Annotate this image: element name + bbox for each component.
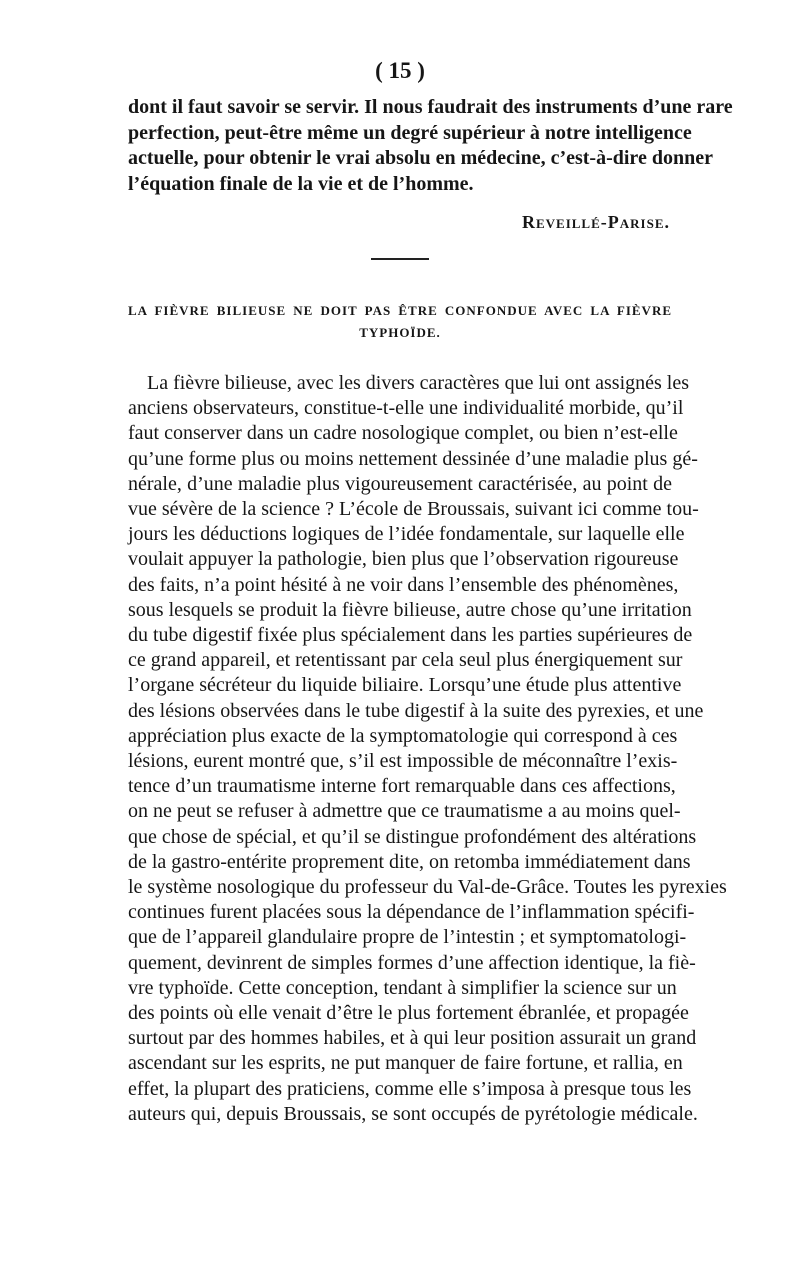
body-line: surtout par des hommes habiles, et à qui leur position assurait un grand [128,1027,697,1050]
body-line: continues furent placées sous la dépendance de l’inflammation spécifi- [128,901,695,924]
body-line: que chose de spécial, et qu’il se distingue profondément des altérations [128,825,697,848]
body-line: l’organe sécréteur du liquide biliaire. Lorsqu’une étude plus attentive [128,674,682,697]
body-line: anciens observateurs, constitue-t-elle une individualité morbide, qu’il [128,397,684,420]
quote-line: actuelle, pour obtenir le vrai absolu en médecine, c’est-à-dire donner [128,147,713,169]
section-divider [371,258,429,260]
body-line: nérale, d’une maladie plus vigoureusement caractérisée, au point de [128,472,672,495]
body-line: ce grand appareil, et retentissant par cela seul plus énergiquement sur [128,649,683,672]
quote-line: l’équation finale de la vie et de l’homme. [128,172,474,195]
body-line: effet, la plupart des praticiens, comme elle s’imposa à presque tous les [128,1077,692,1100]
body-line: on ne peut se refuser à admettre que ce traumatisme a au moins quel- [128,800,681,823]
body-line: des lésions observées dans le tube digestif à la suite des pyrexies, et une [128,699,704,722]
heading-line: LA FIÈVRE BILIEUSE NE DOIT PAS ÊTRE CONFONDUE AVEC LA FIÈVRE [128,303,672,318]
body-line: faut conserver dans un cadre nosologique complet, ou bien n’est-elle [128,422,678,445]
body-line: vue sévère de la science ? L’école de Broussais, suivant ici comme tou- [128,498,699,521]
body-line: auteurs qui, depuis Broussais, se sont occupés de pyrétologie médicale. [128,1102,698,1125]
body-line: sous lesquels se produit la fièvre bilieuse, autre chose qu’une irritation [128,598,692,621]
page-number: ( 15 ) [375,58,425,83]
body-line: voulait appuyer la pathologie, bien plus que l’observation rigoureuse [128,548,679,571]
body-line: La fièvre bilieuse, avec les divers caractères que lui ont assignés les [147,372,690,394]
body-line: jours les déductions logiques de l’idée fondamentale, sur laquelle elle [128,523,685,546]
body-line: lésions, eurent montré que, s’il est impossible de méconnaître l’exis- [128,750,678,773]
body-line: quement, devinrent de simples formes d’une affection identique, la fiè- [128,951,696,974]
body-line: ascendant sur les esprits, ne put manquer de faire fortune, et rallia, en [128,1052,683,1075]
quote-line: perfection, peut-être même un degré supérieur à notre intelligence [128,121,692,144]
quote-signature: Reveillé-Parise. [521,212,670,232]
epigraph-quote [128,95,733,197]
body-line: tence d’un traumatisme interne fort remarquable dans ces affections, [128,775,676,798]
body-line: des faits, n’a point hésité à ne voir dans l’ensemble des phénomènes, [128,573,679,596]
body-line: appréciation plus exacte de la symptomatologie qui correspond à ces [128,724,678,747]
section-heading [128,300,672,344]
body-line: le système nosologique du professeur du Val-de-Grâce. Toutes les pyrexies [128,876,727,899]
body-line: des points où elle venait d’être le plus fortement ébranlée, et propagée [128,1002,689,1025]
body-line: vre typhoïde. Cette conception, tendant à simplifier la science sur un [128,976,677,999]
body-paragraph [128,371,727,1127]
body-line: de la gastro-entérite proprement dite, on retomba immédiatement dans [128,850,691,873]
quote-line: dont il faut savoir se servir. Il nous faudrait des instruments d’une rare [128,96,733,118]
body-line: qu’une forme plus ou moins nettement dessinée d’une maladie plus gé- [128,447,698,470]
body-line: du tube digestif fixée plus spécialement dans les parties supérieures de [128,624,693,647]
heading-line: TYPHOÏDE. [359,325,441,340]
body-line: que de l’appareil glandulaire propre de l’intestin ; et symptomatologi- [128,926,687,949]
